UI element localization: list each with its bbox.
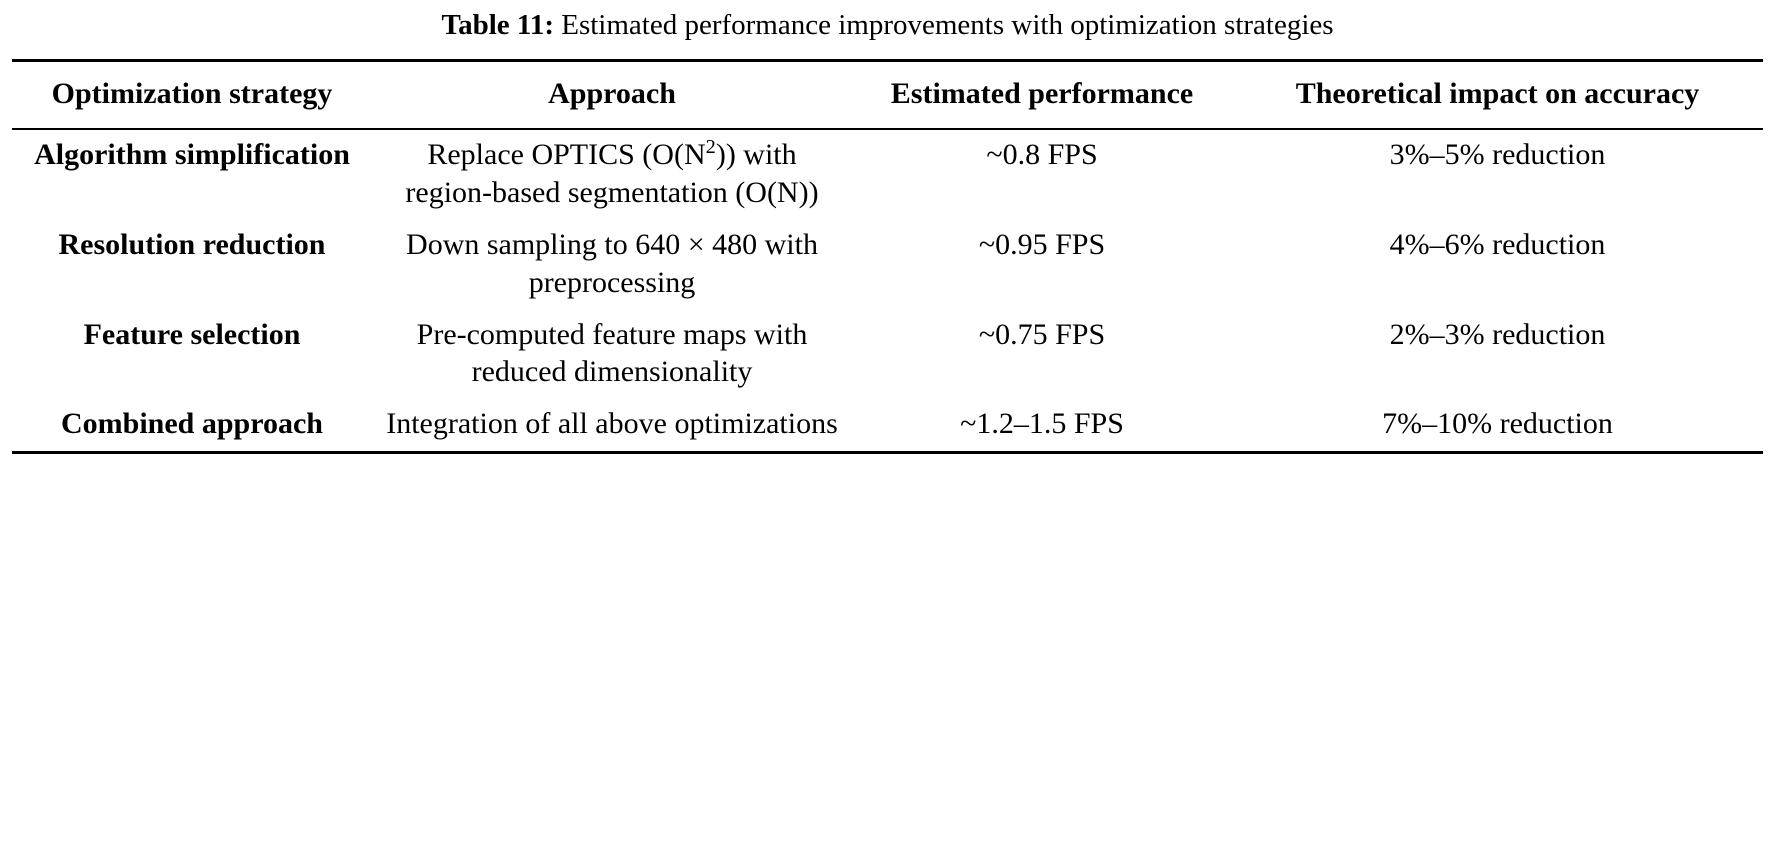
cell-performance: ~1.2–1.5 FPS xyxy=(852,399,1232,452)
cell-approach-exponent: 2 xyxy=(705,136,716,159)
column-header-approach: Approach xyxy=(372,60,852,129)
table-row xyxy=(12,220,1763,310)
cell-performance: ~0.95 FPS xyxy=(978,227,1106,261)
column-header-optimization-strategy: Optimization strategy xyxy=(12,60,372,129)
column-header-estimated-performance: Estimated performance xyxy=(852,60,1232,129)
cell-approach: Pre-computed feature maps with reduced dimensionality xyxy=(416,317,808,389)
cell-approach xyxy=(372,129,852,220)
table-caption-text: Estimated performance improvements with optimization strategies xyxy=(561,9,1334,41)
cell-strategy: Feature selection xyxy=(83,317,301,351)
cell-strategy: Resolution reduction xyxy=(58,227,326,261)
cell-strategy: Algorithm simplification xyxy=(12,129,372,220)
cell-approach: Down sampling to 640 × 480 with preprocessing xyxy=(406,227,818,299)
table-caption xyxy=(12,0,1763,59)
table-row xyxy=(12,129,1763,220)
cell-impact: 3%–5% reduction xyxy=(1232,129,1763,220)
cell-performance: ~0.8 FPS xyxy=(852,129,1232,220)
column-header-theoretical-impact: Theoretical impact on accuracy xyxy=(1232,60,1763,129)
results-table xyxy=(12,59,1763,454)
table-row xyxy=(12,399,1763,452)
table-caption-label: Table 11: xyxy=(441,9,554,41)
cell-strategy: Combined approach xyxy=(12,399,372,452)
cell-impact: 4%–6% reduction xyxy=(1389,227,1606,261)
cell-approach-post: )) with region-based segmentation (O(N)) xyxy=(405,138,819,210)
cell-approach: Integration of all above optimizations xyxy=(372,399,852,452)
cell-impact: 7%–10% reduction xyxy=(1232,399,1763,452)
cell-approach-pre: Replace OPTICS (O(N xyxy=(427,138,706,172)
table-row xyxy=(12,310,1763,400)
cell-performance: ~0.75 FPS xyxy=(978,317,1106,351)
cell-impact: 2%–3% reduction xyxy=(1389,317,1606,351)
